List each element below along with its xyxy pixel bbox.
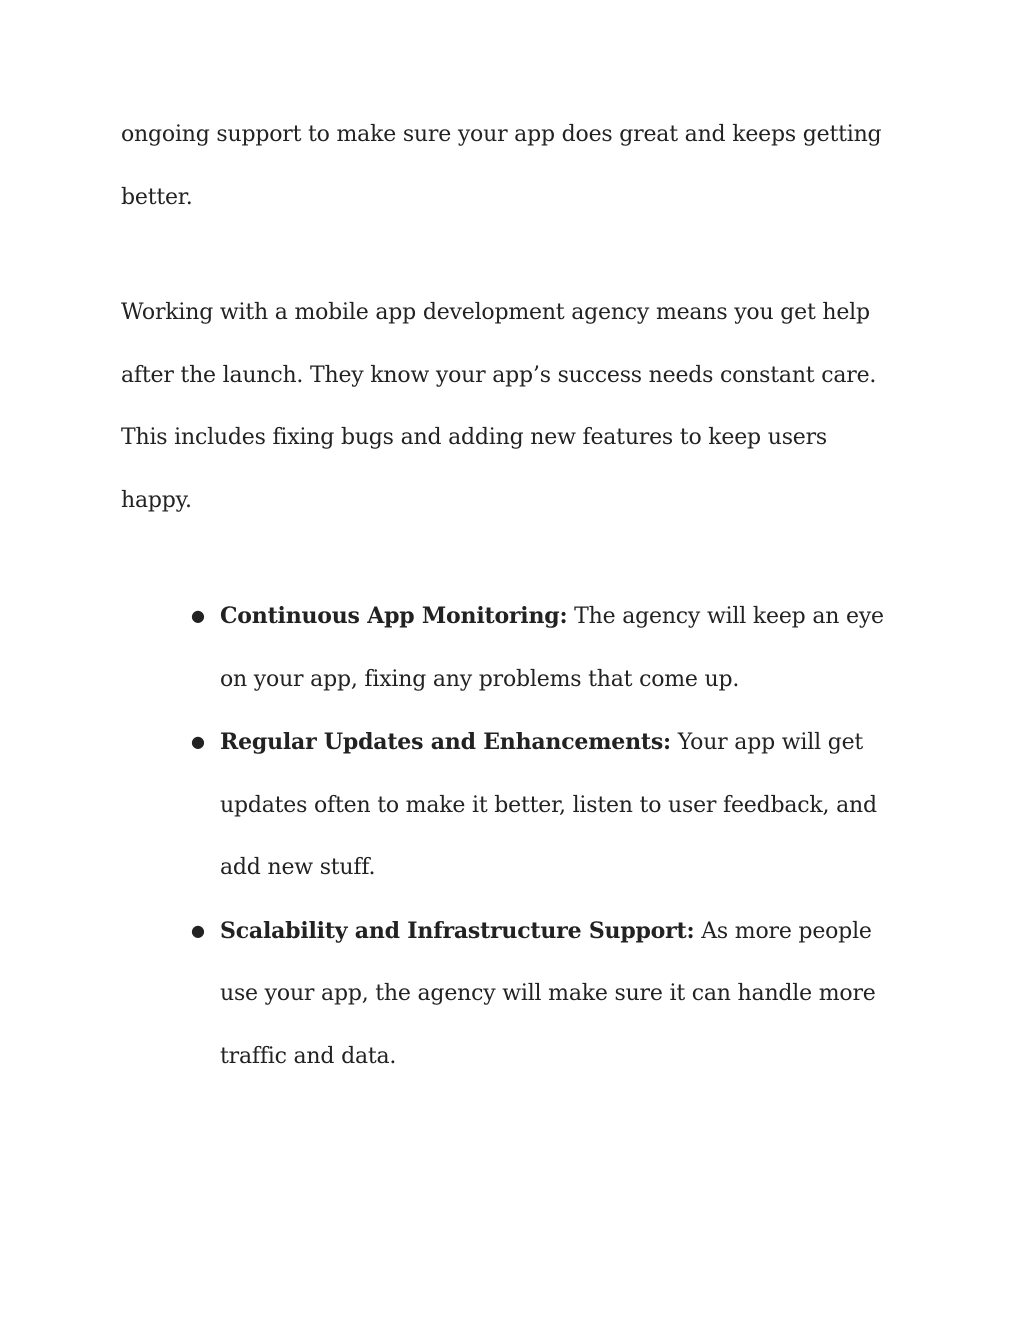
paragraph-ongoing-support (121, 104, 921, 229)
text-line: add new stuff. (220, 855, 376, 880)
bullet-term: Regular Updates and Enhancements: (220, 729, 671, 755)
bullet-text: The agency will keep an eye (567, 604, 884, 629)
text-line: updates often to make it better, listen to user feedback, and (220, 792, 877, 818)
text-line: after the launch. They know your app’s success needs constant care. (121, 362, 877, 388)
bullet-list (0, 585, 1024, 1088)
text-line: Working with a mobile app development agency means you get help (121, 300, 870, 325)
bullet-icon: ● (191, 920, 205, 940)
text-line: use your app, the agency will make sure it can handle more (220, 981, 876, 1006)
bullet-term: Continuous App Monitoring: (220, 603, 568, 629)
text-line: on your app, fixing any problems that come up. (220, 666, 740, 692)
bullet-text: Your app will get (670, 730, 864, 755)
list-item (0, 900, 1024, 1089)
list-item (0, 711, 1024, 900)
text-line: This includes fixing bugs and adding new features to keep users (121, 425, 828, 450)
text-line: traffic and data. (220, 1043, 397, 1069)
bullet-first-line (220, 585, 1024, 649)
paragraph-agency-help (121, 282, 921, 532)
bullet-icon: ● (191, 732, 205, 751)
text-line: ongoing support to make sure your app does great and keeps getting (121, 122, 882, 147)
bullet-text: As more people (694, 918, 872, 944)
bullet-term: Scalability and Infrastructure Support: (220, 917, 695, 944)
list-item (0, 585, 1024, 711)
text-line: happy. (121, 487, 192, 513)
bullet-first-line (220, 900, 1024, 964)
bullet-first-line (220, 711, 1024, 775)
text-line: better. (121, 184, 193, 210)
bullet-icon: ● (191, 606, 205, 625)
